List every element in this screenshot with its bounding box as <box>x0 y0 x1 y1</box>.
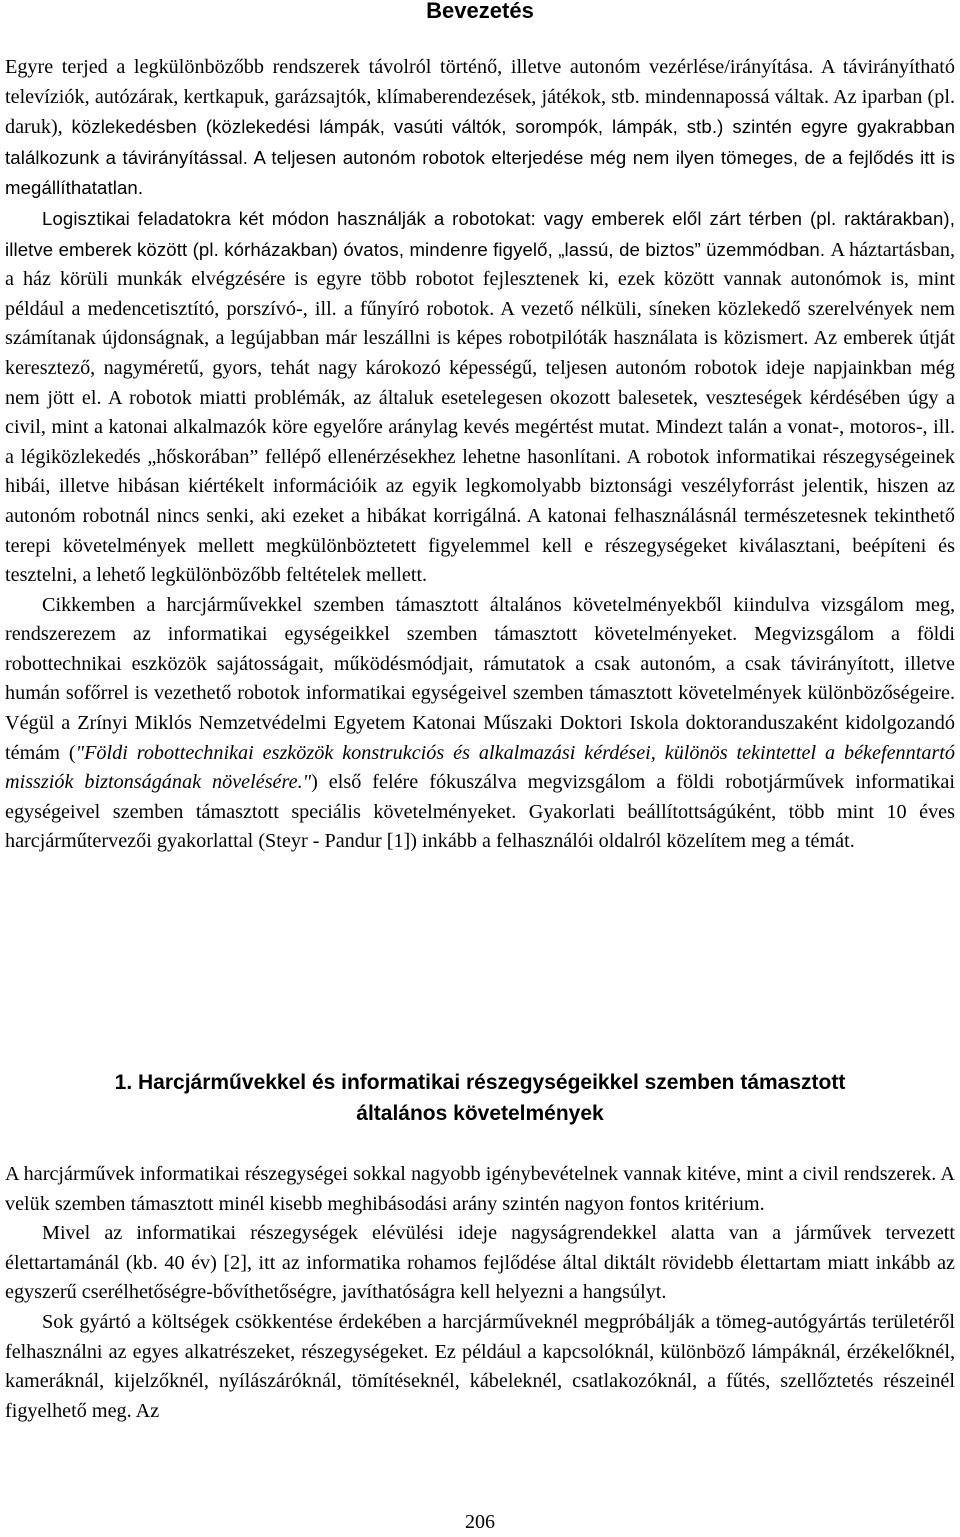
intro-paragraph-2 <box>5 204 955 591</box>
intro-paragraph-3-text-after: ) első felére fókuszálva megvizsgálom a földi robotjárművek informatikai egységeivel szemben támasztott speciális követelményeket. Gyakorlati beállítottságúként, több mint 10 éves harcjárműtervezői gyakorlattal (Steyr - Pandur [1]) inkább a felhasználói oldalról közelítem meg a témát. <box>5 771 955 853</box>
page-number: 206 <box>465 1511 495 1533</box>
intro-paragraph-1-part-2: közlekedésben (közlekedési lámpák, vasúti váltók, sorompók, lámpák, stb.) szintén egyre gyakrabban találkozunk a távirányítással. A teljesen autonóm robotok elterjedése még nem ilyen tömeges, de a fejlődés itt is megállíthatatlan. <box>5 116 956 199</box>
introduction-body <box>5 53 955 857</box>
page-title: Bevezetés <box>426 0 534 23</box>
section-1-paragraph-3: Sok gyártó a költségek csökkentése érdekében a harcjárműveknél megpróbálják a tömeg-autógyártás területéről felhasználni az egyes alkatrészeket, részegységeket. Ez például a kapcsolóknál, különböző lámpáknál, érzékelőknél, kameráknál, kijelzőknél, nyílászáróknál, tömítéseknél, kábeleknél, csatlakozóknál, a fűtés, szellőztetés részeinél figyelhető meg. Az <box>5 1310 955 1422</box>
section-1-paragraph-1: A harcjárművek informatikai részegységei sokkal nagyobb igénybevételnek vannak kitéve, mint a civil rendszerek. A velük szemben támasztott minél kisebb meghibásodási arány szintén nagyon fontos kritérium. <box>5 1163 955 1215</box>
intro-paragraph-3 <box>5 591 955 857</box>
intro-paragraph-2-part-2: A háztartásban, a ház körüli munkák elvégzésére is egyre több robotot fejlesztenek ki, ezek között vannak autonómok is, mint például a medencetisztító, porszívó-, ill. a fűnyíró robotok. A vezető nélküli, síneken közlekedő szerelvények nem számítanak újdonságnak, a legújabban már leszállni is képes robotpilóták használata is közismert. Az emberek útját keresztező, nagyméretű, gyors, tehát nagy károkozó képességű, teljesen autonóm robotok ideje napjainkban még nem jött el. A robotok miatti problémák, az általuk esetelegesen okozott balesetek, veszteségek kérdésében úgy a civil, mint a katonai alkalmazók köre egyelőre aránylag kevés megértést mutat. Mindezt talán a vonat-, motoros-, ill. a légiközlekedés „hőskorában” fellépő ellenérzésekhez lehetne hasonlítani. A robotok informatikai részegységeinek hibái, illetve hibásan kiértékelt információik az egyik legkomolyabb biztonsági veszélyforrást jelentik, hiszen az autonóm robotnál nincs senki, aki ezeket a hibákat korrigálná. A katonai felhasználásnál természetesnek tekinthető terepi követelmények mellett megkülönböztetett figyelemmel kell e részegységeket kiválasztani, beépíteni és tesztelni, a lehető legkülönbözőbb feltételek mellett. <box>5 238 955 587</box>
section-1-heading <box>0 1067 960 1129</box>
section-1-heading-line-1: 1. Harcjárművekkel és informatikai részegységeikkel szemben támasztott <box>114 1071 846 1094</box>
dissertation-topic-title: "Földi robottechnikai eszközök konstrukciós és alkalmazási kérdései, különös tekintettel a békefenntartó missziók biztonságának növelésére." <box>5 741 955 794</box>
section-1-heading-line-2: általános követelmények <box>356 1102 604 1125</box>
intro-paragraph-2-part-1: Logisztikai feladatokra két módon használják a robotokat: vagy emberek elől zárt térben (pl. raktárakban), illetve emberek között (pl. kórházakban) óvatos, mindenre figyelő, „lassú, de biztos” üzemmódban. <box>5 207 955 260</box>
intro-paragraph-3-text-before: Cikkemben a harcjárművekkel szemben támasztott általános követelményekből kiindulva vizsgálom meg, rendszerezem az informatikai egységeikkel szemben támasztott követelményeket. Megvizsgálom a földi robottechnikai eszközök sajátosságait, működésmódjait, rámutatok a csak autonóm, a csak távirányított, illetve humán sofőrrel is vezethető robotok informatikai egységeivel szemben támasztott követelmények különbözőségeire. Végül a Zrínyi Miklós Nemzetvédelmi Egyetem Katonai Műszaki Doktori Iskola doktoranduszaként kidolgozandó témám ( <box>5 593 955 764</box>
intro-paragraph-1 <box>5 53 955 204</box>
section-1-body <box>5 1160 955 1426</box>
section-1-paragraph-2: Mivel az informatikai részegységek elévülési ideje nagyságrendekkel alatta van a járművek tervezett élettartamánál (kb. 40 év) [2], itt az informatika rohamos fejlődése által diktált rövidebb élettartam miatt inkább az egyszerű cserélhetőségre-bővíthetőségre, javíthatóságra kell helyezni a hangsúlyt. <box>5 1222 955 1304</box>
intro-paragraph-1-part-1: Egyre terjed a legkülönbözőbb rendszerek távolról történő, illetve autonóm vezérlése/irányítása. A távirányítható televíziók, autózárak, kertkapuk, garázsajtók, klímaberendezések, játékok, stb. mindennapossá váltak. Az iparban (pl. daruk), <box>5 56 955 139</box>
